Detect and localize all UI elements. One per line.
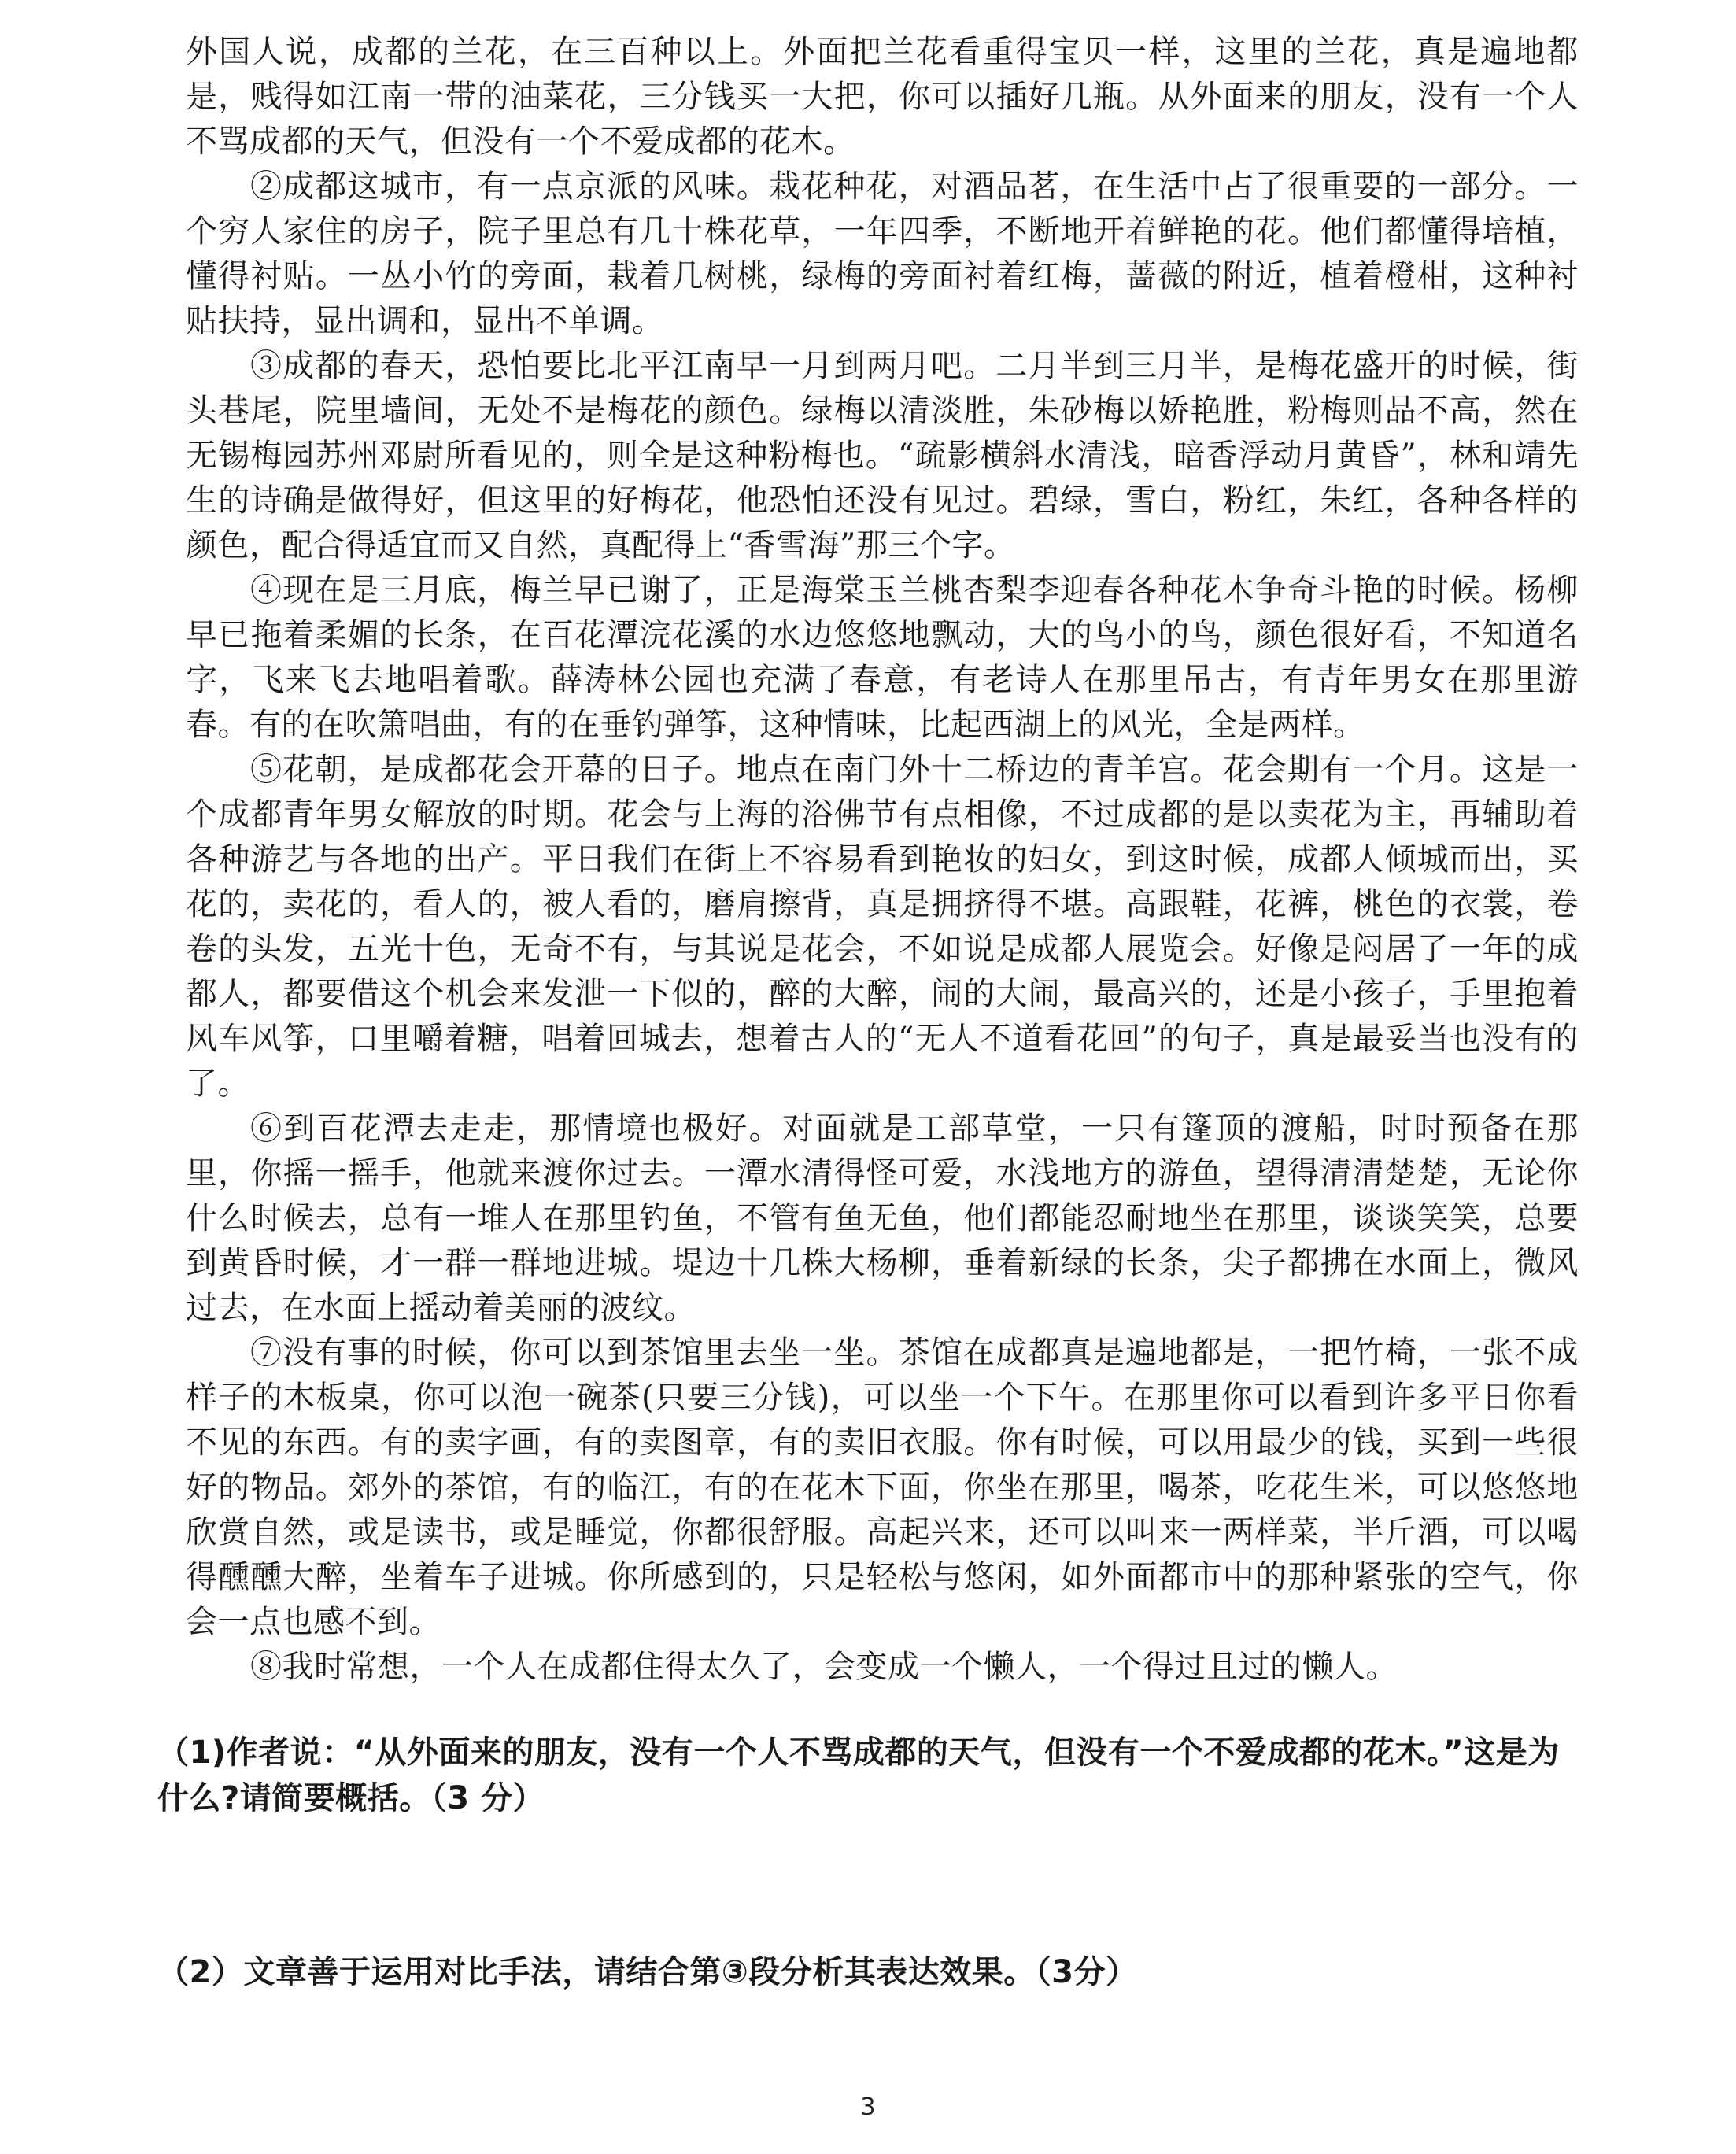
- passage-paragraph-1: 外国人说，成都的兰花，在三百种以上。外面把兰花看重得宝贝一样，这里的兰花，真是遍地都是，贱得如江南一带的油菜花，三分钱买一大把，你可以插好几瓶。从外面来的朋友，没有一个人不骂成都的天气，但没有一个不爱成都的花木。: [186, 34, 1579, 160]
- question-1-text: （1)作者说：“从外面来的朋友，没有一个人不骂成都的天气，但没有一个不爱成都的花木。”这是为什么?请简要概括。（3 分）: [157, 1735, 1560, 1816]
- reading-passage: [186, 30, 1579, 1690]
- passage-paragraph-2: ②成都这城市，有一点京派的风味。栽花种花，对酒品茗，在生活中占了很重要的一部分。一个穷人家住的房子，院子里总有几十株花草，一年四季，不断地开着鲜艳的花。他们都懂得培植，懂得衬贴。一丛小竹的旁面，栽着几树桃，绿梅的旁面衬着红梅，蔷薇的附近，植着橙柑，这种衬贴扶持，显出调和，显出不单调。: [186, 168, 1579, 339]
- passage-paragraph-3: ③成都的春天，恐怕要比北平江南早一月到两月吧。二月半到三月半，是梅花盛开的时候，街头巷尾，院里墙间，无处不是梅花的颜色。绿梅以清淡胜，朱砂梅以娇艳胜，粉梅则品不高，然在无锡梅园苏州邓尉所看见的，则全是这种粉梅也。“疏影横斜水清浅，暗香浮动月黄昏”，林和靖先生的诗确是做得好，但这里的好梅花，他恐怕还没有见过。碧绿，雪白，粉红，朱红，各种各样的颜色，配合得适宜而又自然，真配得上“香雪海”那三个字。: [186, 348, 1579, 563]
- passage-paragraph-5: ⑤花朝，是成都花会开幕的日子。地点在南门外十二桥边的青羊宫。花会期有一个月。这是一个成都青年男女解放的时期。花会与上海的浴佛节有点相像，不过成都的是以卖花为主，再辅助着各种游艺与各地的出产。平日我们在街上不容易看到艳妆的妇女，到这时候，成都人倾城而出，买花的，卖花的，看人的，被人看的，磨肩擦背，真是拥挤得不堪。高跟鞋，花裤，桃色的衣裳，卷卷的头发，五光十色，无奇不有，与其说是花会，不如说是成都人展览会。好像是闷居了一年的成都人，都要借这个机会来发泄一下似的，醉的大醉，闹的大闹，最高兴的，还是小孩子，手里抱着风车风筝，口里嚼着糖，唱着回城去，想着古人的“无人不道看花回”的句子，真是最妥当也没有的了。: [186, 752, 1579, 1102]
- question-2-text: （2）文章善于运用对比手法，请结合第③段分析其表达效果。（3分）: [157, 1954, 1138, 1990]
- passage-paragraph-8: ⑧我时常想，一个人在成都住得太久了，会变成一个懒人，一个得过且过的懒人。: [250, 1649, 1398, 1685]
- passage-paragraph-4: ④现在是三月底，梅兰早已谢了，正是海棠玉兰桃杏梨李迎春各种花木争奇斗艳的时候。杨柳早已拖着柔媚的长条，在百花潭浣花溪的水边悠悠地飘动，大的鸟小的鸟，颜色很好看，不知道名字，飞来飞去地唱着歌。薛涛林公园也充满了春意，有老诗人在那里吊古，有青年男女在那里游春。有的在吹箫唱曲，有的在垂钓弹筝，这种情味，比起西湖上的风光，全是两样。: [186, 572, 1579, 743]
- question-1: [157, 1730, 1590, 1821]
- question-2: [157, 1949, 1590, 1995]
- passage-paragraph-7: ⑦没有事的时候，你可以到茶馆里去坐一坐。茶馆在成都真是遍地都是，一把竹椅，一张不成样子的木板桌，你可以泡一碗茶(只要三分钱)，可以坐一个下午。在那里你可以看到许多平日你看不见的东西。有的卖字画，有的卖图章，有的卖旧衣服。你有时候，可以用最少的钱，买到一些很好的物品。郊外的茶馆，有的临江，有的在花木下面，你坐在那里，喝茶，吃花生米，可以悠悠地欣赏自然，或是读书，或是睡觉，你都很舒服。高起兴来，还可以叫来一两样菜，半斤酒，可以喝得醺醺大醉，坐着车子进城。你所感到的，只是轻松与悠闲，如外面都市中的那种紧张的空气，你会一点也感不到。: [186, 1335, 1579, 1640]
- page-number: 3: [860, 2093, 876, 2121]
- passage-paragraph-6: ⑥到百花潭去走走，那情境也极好。对面就是工部草堂，一只有篷顶的渡船，时时预备在那里，你摇一摇手，他就来渡你过去。一潭水清得怪可爱，水浅地方的游鱼，望得清清楚楚，无论你什么时候去，总有一堆人在那里钓鱼，不管有鱼无鱼，他们都能忍耐地坐在那里，谈谈笑笑，总要到黄昏时候，才一群一群地进城。堤边十几株大杨柳，垂着新绿的长条，尖子都拂在水面上，微风过去，在水面上摇动着美丽的波纹。: [186, 1110, 1579, 1326]
